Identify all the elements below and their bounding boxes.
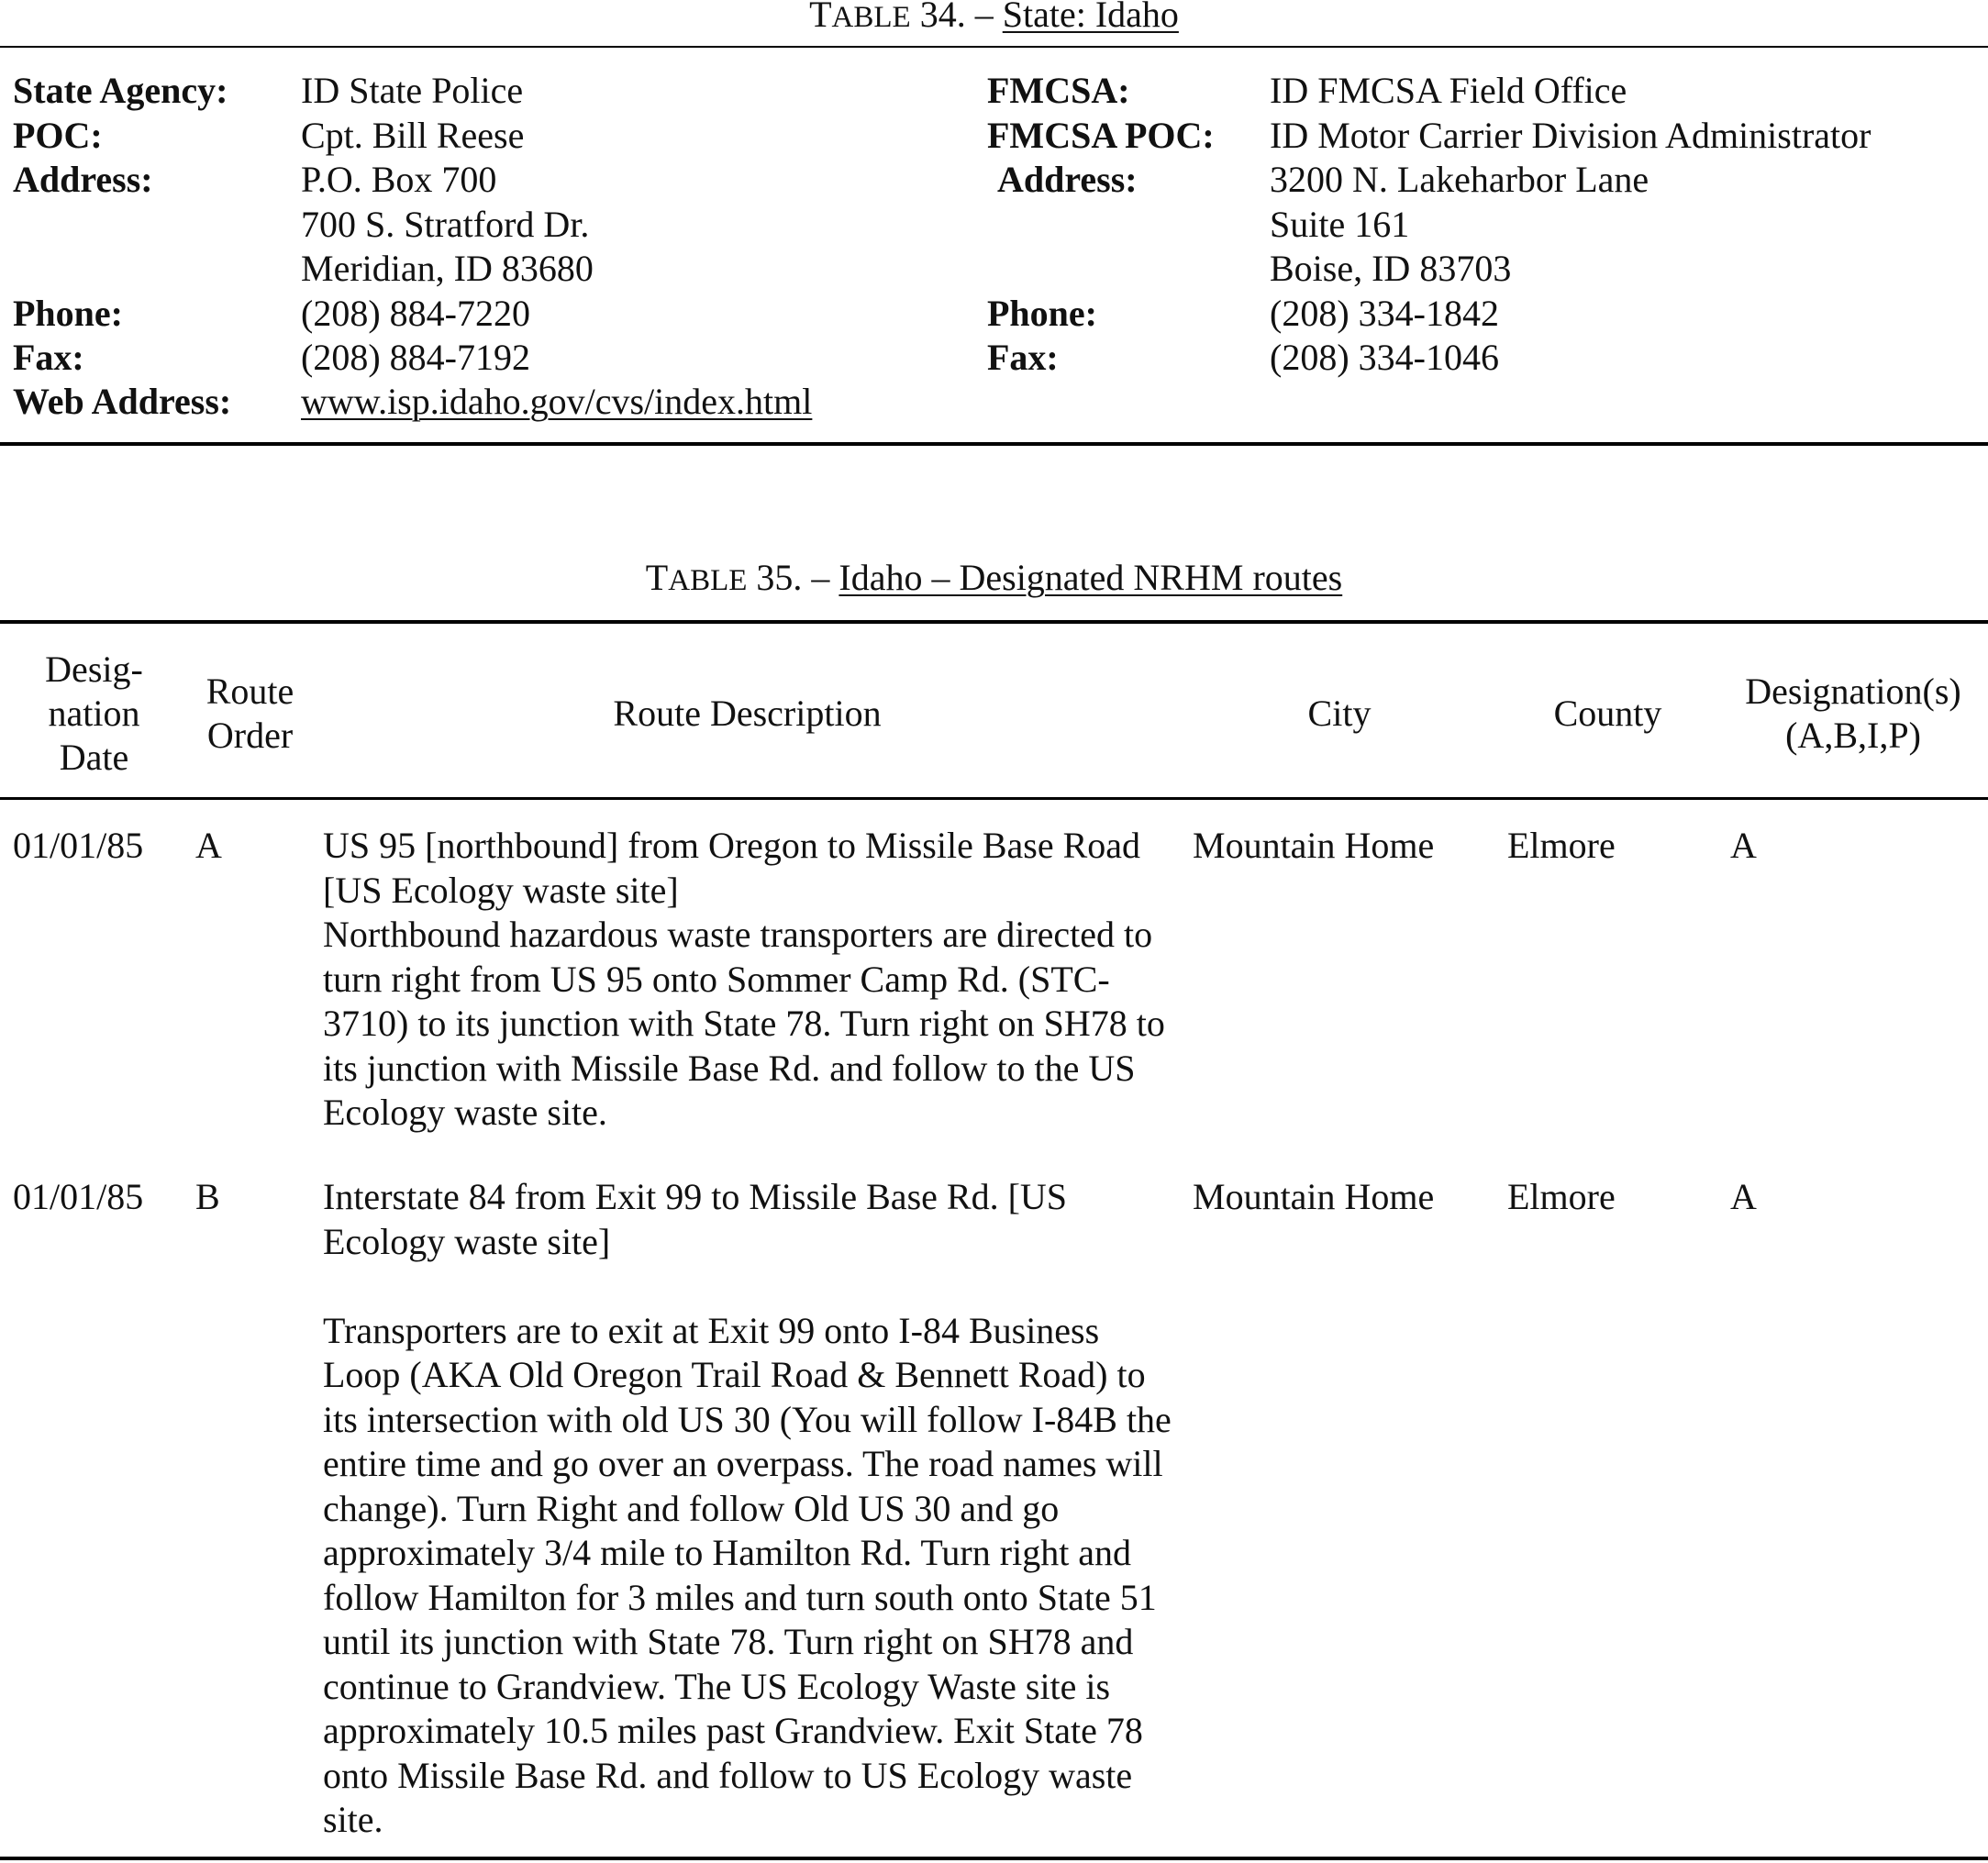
row-a-description bbox=[323, 824, 1185, 1136]
label-fmcsa-fax: Fax: bbox=[987, 337, 1059, 378]
label-poc: POC: bbox=[13, 115, 103, 156]
title-caption: State: Idaho bbox=[1002, 0, 1179, 35]
table-34-bottom-rule bbox=[0, 442, 1988, 446]
header-line: Route bbox=[205, 671, 294, 712]
table-35-title bbox=[0, 556, 1988, 604]
title-number: 35. bbox=[756, 557, 803, 598]
fmcsa-office-value: ID FMCSA Field Office bbox=[1270, 70, 1627, 111]
title-prefix-small: ABLE bbox=[668, 564, 748, 597]
table-35-top-rule bbox=[0, 620, 1988, 624]
header-line: Route Description bbox=[613, 693, 882, 734]
header-line: Order bbox=[206, 715, 294, 756]
address-line-3: Meridian, ID 83680 bbox=[301, 248, 594, 289]
row-a-designation: A bbox=[1730, 825, 1757, 866]
web-address-link[interactable]: www.isp.idaho.gov/cvs/index.html bbox=[301, 381, 813, 422]
row-a-county: Elmore bbox=[1507, 825, 1616, 866]
fax-value: (208) 884-7192 bbox=[301, 337, 530, 378]
title-prefix-small: ABLE bbox=[831, 1, 911, 34]
row-a-route-summary: US 95 [northbound] from Oregon to Missile Base Road [US Ecology waste site] bbox=[323, 825, 1141, 911]
poc-value: Cpt. Bill Reese bbox=[301, 115, 525, 156]
table-34-title bbox=[0, 0, 1988, 40]
label-address: Address: bbox=[13, 159, 153, 200]
title-caption: Idaho – Designated NRHM routes bbox=[839, 557, 1343, 598]
label-fmcsa-phone: Phone: bbox=[987, 293, 1097, 334]
row-b-description bbox=[323, 1175, 1185, 1843]
header-route-description bbox=[323, 692, 1172, 736]
header-county bbox=[1505, 692, 1711, 736]
row-b-route-summary: Interstate 84 from Exit 99 to Missile Base Rd. [US Ecology waste site] bbox=[323, 1176, 1068, 1262]
title-dash: – bbox=[974, 0, 994, 35]
label-web-address: Web Address: bbox=[13, 381, 232, 422]
header-route-order bbox=[183, 670, 317, 758]
header-designation-date bbox=[18, 648, 170, 780]
label-state-agency: State Agency: bbox=[13, 70, 228, 111]
fmcsa-address-line-3: Boise, ID 83703 bbox=[1270, 248, 1512, 289]
fmcsa-address-line-1: 3200 N. Lakeharbor Lane bbox=[1270, 159, 1649, 200]
title-dash: – bbox=[811, 557, 830, 598]
row-b-date: 01/01/85 bbox=[13, 1176, 144, 1217]
label-fmcsa-poc: FMCSA POC: bbox=[987, 115, 1215, 156]
header-line: County bbox=[1553, 693, 1662, 734]
row-a-route-directions: Northbound hazardous waste transporters are directed to turn right from US 95 onto Sommer Camp Rd. (STC-3710) to its junction with State 78. Turn right on SH78 to its junction with Missile Base Rd. and follow to the US Ecology waste site. bbox=[323, 914, 1165, 1133]
label-fmcsa: FMCSA: bbox=[987, 70, 1130, 111]
header-line: Designation(s) bbox=[1745, 671, 1961, 712]
title-prefix: T bbox=[645, 557, 669, 598]
header-line: Date bbox=[59, 737, 129, 778]
fmcsa-address-line-2: Suite 161 bbox=[1270, 204, 1410, 245]
row-b-county: Elmore bbox=[1507, 1176, 1616, 1217]
header-line: City bbox=[1307, 693, 1372, 734]
header-designations bbox=[1725, 670, 1982, 758]
header-city bbox=[1193, 692, 1486, 736]
label-fax: Fax: bbox=[13, 337, 84, 378]
row-b-route-directions: Transporters are to exit at Exit 99 onto I-84 Business Loop (AKA Old Oregon Trail Road & Bennett Road) to its intersection with old US 30 (You will follow I-84B the entire time and go over an overpass. The road names will change). Turn Right and follow Old US 30 and go approximately 3/4 mile to Hamilton Rd. Turn right and follow Hamilton for 3 miles and turn south onto State 51 until its junction with State 78. Turn right on SH78 and continue to Grandview. The US Ecology Waste site is approximately 10.5 miles past Grandview. Exit State 78 onto Missile Base Rd. and follow to US Ecology waste site. bbox=[323, 1309, 1172, 1840]
address-line-1: P.O. Box 700 bbox=[301, 159, 497, 200]
label-fmcsa-address: Address: bbox=[997, 159, 1138, 200]
fmcsa-phone-value: (208) 334-1842 bbox=[1270, 293, 1499, 334]
row-b-order: B bbox=[195, 1176, 220, 1217]
header-line: nation bbox=[48, 693, 140, 734]
header-line: (A,B,I,P) bbox=[1785, 715, 1921, 756]
row-a-city: Mountain Home bbox=[1193, 825, 1435, 866]
header-line: Desig- bbox=[45, 649, 143, 690]
table-34-top-rule bbox=[0, 46, 1988, 48]
table-35-bottom-rule bbox=[0, 1857, 1988, 1860]
table-35-header-rule bbox=[0, 797, 1988, 800]
row-a-order: A bbox=[195, 825, 222, 866]
title-number: 34. bbox=[919, 0, 966, 35]
state-agency-value: ID State Police bbox=[301, 70, 524, 111]
fmcsa-fax-value: (208) 334-1046 bbox=[1270, 337, 1499, 378]
address-line-2: 700 S. Stratford Dr. bbox=[301, 204, 590, 245]
title-prefix: T bbox=[809, 0, 832, 35]
phone-value: (208) 884-7220 bbox=[301, 293, 530, 334]
row-b-designation: A bbox=[1730, 1176, 1757, 1217]
row-a-date: 01/01/85 bbox=[13, 825, 144, 866]
fmcsa-poc-value: ID Motor Carrier Division Administrator bbox=[1270, 115, 1871, 156]
row-b-city: Mountain Home bbox=[1193, 1176, 1435, 1217]
label-phone: Phone: bbox=[13, 293, 123, 334]
